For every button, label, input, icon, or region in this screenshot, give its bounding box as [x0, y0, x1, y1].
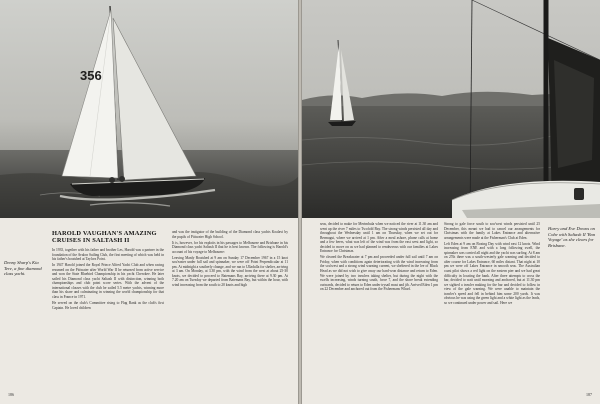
right-col-1-paragraph: We cleared the Breakwater at 7 pm and proceeded under full sail until 7 am on Friday, when with conditions again deteriorating with the wind increasing from the sou'west and a strong wind warning current, we sheltered in the lee of Black Head as we did not wish to give away our hard-won distance and return to Eden. We were joined by two trawlers taking shelter, but during the night with the swells increasing, winds turning south, force 7, and the shore break extending outwards, decided to return to Eden under trysail mast and jib. Arrived Eden 1 pm on 22 December and anchored out from the Fishermans Wharf. — [320, 255, 438, 292]
left-col-1-paragraph: In 1947 Harold joined the Royal Prince Alfred Yacht Club and when racing resumed on the Pittwater after World War II he returned from active service and won the State Bluebird Championship in his yacht Cherokee. He later sailed his Diamond class yacht Saltash II with distinction, winning both championships and club point score series. With the advent of the international classes with the club he sailed 5.5 metre yachts, winning more than his share and culminating in winning the world championship for that class in France in 1971. — [52, 263, 164, 299]
left-col-2-paragraph: It is, however, for his exploits in his passages to Melbourne and Brisbane in his Diamond class yacht Saltash II that he is best known. The following is Harold's account of his voyage to Melbourne: — [172, 240, 288, 254]
sailing-photo-right — [302, 0, 600, 218]
left-col-2 — [172, 230, 288, 289]
left-col-2-paragraph: Leaving Manly Boatshed at 9 am on Sunday 17 December 1967 in a 15 knot sou'easter under full sail and spinnaker, we were off Point Perpendicular at 11 pm. At midnight a southerly change, and we ran to Ulladulla for shelter, arriving at 3 am. On Monday, at 3.30 pm, with the wind from the west at about 25-30 knots, we decided to proceed to Batemans Bay, arriving there at 9.30 pm. At 7.20 am on Tuesday we departed from Batemans Bay, but within the hour, with wind increasing from the south to 20 knots and high — [172, 255, 288, 288]
right-photo-caption: Harry and Eve Downs on Cobe with Saltash II 'Bon Voyage' as she clears for Brisbane. — [548, 226, 596, 248]
right-col-1 — [320, 222, 438, 293]
right-col-1-paragraph: seas, decided to make for Merimbula when we noticed the river at 11.30 am and went up the river 7 miles to Twofold Bay. The strong winds persisted all day and throughout the Wednesday until 1 am on Thursday, when we set out for Bermagui, where we arrived at 1 pm. After a meal ashore, phone calls at home and a few beers, what was left of the wind was from the east west and light, so decided to move on as we had planned to rendezvous with our families at Lakes Entrance for Christmas. — [320, 222, 438, 254]
article-heading: HAROLD VAUGHAN'S AMAZING CRUISES IN SALTASH II — [52, 230, 157, 245]
left-col-1-paragraph: He served on the club's Committee rising to Flag Rank as the club's first Captain. He loved children — [52, 301, 164, 310]
right-col-2 — [444, 222, 540, 307]
page-number-left: 186 — [8, 392, 14, 397]
left-photo-caption: Denny Sharp's Kia Tere, a fine diamond class yacht. — [4, 260, 42, 277]
left-col-1 — [52, 248, 164, 312]
left-col-1-paragraph: In 1935, together with his father and brother Les, Harold was a partner in the foundation of the Avalon Sailing Club, the first meeting of which was held in his father's boatshed at Taylors Point. — [52, 248, 164, 262]
left-page — [0, 0, 298, 404]
sailing-photo-left — [0, 0, 298, 218]
sail-number: 356 — [80, 68, 102, 83]
left-col-2-paragraph: and was the instigator of the building of the Diamond class yachts Koalavi by the pupils of Pittwater High School. — [172, 230, 288, 239]
right-col-2-paragraph: Left Eden at 9 am on Boxing Day with wind east 12 knots. Wind increasing from ENE and with a long following swell, the spinnaker was carried all night and the yacht was surfing. At 8 am on 27th there was a south-westerly gale warning and decided to alter course for Lakes Entrance, 60 miles distant. That night at 10 pm we were off Lakes Entrance in smooth seas. The Australian coast pilot shows a red light on the eastern pier and we had great difficulty in locating the bank. After three attempts to cross the bar, decided to wait until morning and anchored, but at 11.30 pm we sighted a trawler making for the bar and decided to follow in view of the gale warning. We were unable to maintain the trawler's speed and fell in behind him some 200 yards. It was obvious he was using the green light and a white light as the leads, so we continued under power and sail. Here we — [444, 241, 540, 305]
right-page — [302, 0, 600, 404]
page-number-right: 187 — [586, 392, 592, 397]
right-col-2-paragraph: Strong to gale force south to sou'west winds persisted until 25 December, this meant we had to cancel our arrangements for Christmas with the family at Lakes Entrance and alternative arrangements were made at the Fisherman's Club at Eden. — [444, 222, 540, 240]
